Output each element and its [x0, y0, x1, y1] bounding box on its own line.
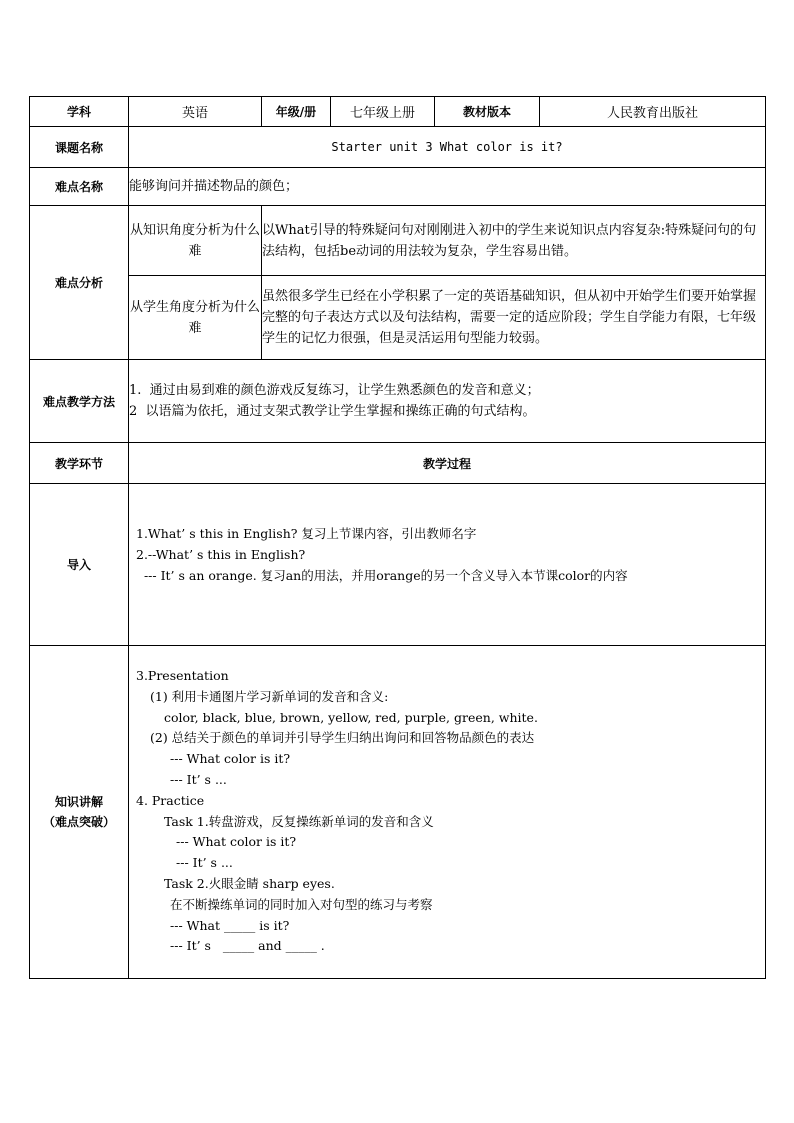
- method-content: [129, 360, 766, 443]
- knowledge-line-2: (1) 利用卡通图片学习新单词的发音和含义:: [150, 688, 389, 704]
- subject-value: 英语: [129, 97, 262, 127]
- knowledge-label-line-1: 知识讲解: [54, 795, 103, 809]
- analysis-student-row: [30, 276, 766, 360]
- process-header: 教学过程: [129, 443, 766, 484]
- method-item-2: 2 以语篇为依托，通过支架式教学让学生掌握和操练正确的句式结构。: [129, 404, 536, 419]
- knowledge-row: [30, 646, 766, 979]
- knowledge-angle-label: 从知识角度分析为什么难: [129, 206, 262, 276]
- knowledge-content: [129, 646, 766, 979]
- intro-content: [129, 484, 766, 646]
- difficulty-label: 难点名称: [30, 168, 129, 206]
- knowledge-angle-text: 以What引导的特殊疑问句对刚刚进入初中的学生来说知识点内容复杂:特殊疑问句的句法结构，包括be动词的用法较为复杂，学生容易出错。: [262, 206, 766, 276]
- knowledge-line-12: 在不断操练单词的同时加入对句型的练习与考察: [170, 896, 433, 912]
- intro-line-1: 1.What’ s this in English? 复习上节课内容，引出教师名字: [136, 526, 477, 542]
- intro-line-2: 2.--What’ s this in English?: [136, 547, 306, 563]
- grade-value: 七年级上册: [331, 97, 435, 127]
- knowledge-line-7: 4. Practice: [136, 792, 205, 808]
- lesson-plan-table: [29, 96, 766, 979]
- student-angle-text: 虽然很多学生已经在小学积累了一定的英语基础知识，但从初中开始学生们要开始掌握完整的句子表达方式以及句法结构，需要一定的适应阶段；学生自学能力有限，七年级学生的记忆力很强，但是灵活运用句型能力较弱。: [262, 276, 766, 360]
- intro-row: [30, 484, 766, 646]
- knowledge-line-8: Task 1.转盘游戏，反复操练新单词的发音和含义: [164, 813, 434, 829]
- difficulty-row: [30, 168, 766, 206]
- knowledge-line-5: --- What color is it?: [170, 751, 291, 767]
- knowledge-label-line-2: （难点突破）: [42, 815, 115, 829]
- student-angle-label: 从学生角度分析为什么难: [129, 276, 262, 360]
- header-row: [30, 97, 766, 127]
- knowledge-label: [30, 646, 129, 979]
- knowledge-line-14: --- It’ s _____ and _____ .: [170, 938, 325, 954]
- edition-value: 人民教育出版社: [540, 97, 766, 127]
- stage-header: 教学环节: [30, 443, 129, 484]
- analysis-label: 难点分析: [30, 206, 129, 360]
- method-row: [30, 360, 766, 443]
- lesson-title: Starter unit 3 What color is it?: [129, 127, 766, 168]
- method-label: 难点教学方法: [30, 360, 129, 443]
- grade-label: 年级/册: [262, 97, 331, 127]
- knowledge-line-3: color, black, blue, brown, yellow, red, purple, green, white.: [164, 709, 538, 725]
- knowledge-line-10: --- It’ s ...: [176, 855, 233, 871]
- process-header-row: [30, 443, 766, 484]
- analysis-knowledge-row: [30, 206, 766, 276]
- subject-label: 学科: [30, 97, 129, 127]
- lesson-row: [30, 127, 766, 168]
- edition-label: 教材版本: [435, 97, 540, 127]
- intro-line-3: --- It’ s an orange. 复习an的用法，并用orange的另一个含义导入本节课color的内容: [136, 567, 628, 583]
- method-item-1: 1. 通过由易到难的颜色游戏反复练习，让学生熟悉颜色的发音和意义；: [129, 383, 540, 398]
- knowledge-line-9: --- What color is it?: [176, 834, 297, 850]
- difficulty-value: 能够询问并描述物品的颜色；: [129, 168, 766, 206]
- knowledge-line-4: (2) 总结关于颜色的单词并引导学生归纳出询问和回答物品颜色的表达: [150, 730, 535, 746]
- intro-label: 导入: [30, 484, 129, 646]
- knowledge-line-13: --- What _____ is it?: [170, 917, 290, 933]
- knowledge-line-11: Task 2.火眼金睛 sharp eyes.: [164, 875, 335, 891]
- knowledge-line-6: --- It’ s ...: [170, 771, 227, 787]
- knowledge-line-1: 3.Presentation: [136, 668, 229, 683]
- lesson-label: 课题名称: [30, 127, 129, 168]
